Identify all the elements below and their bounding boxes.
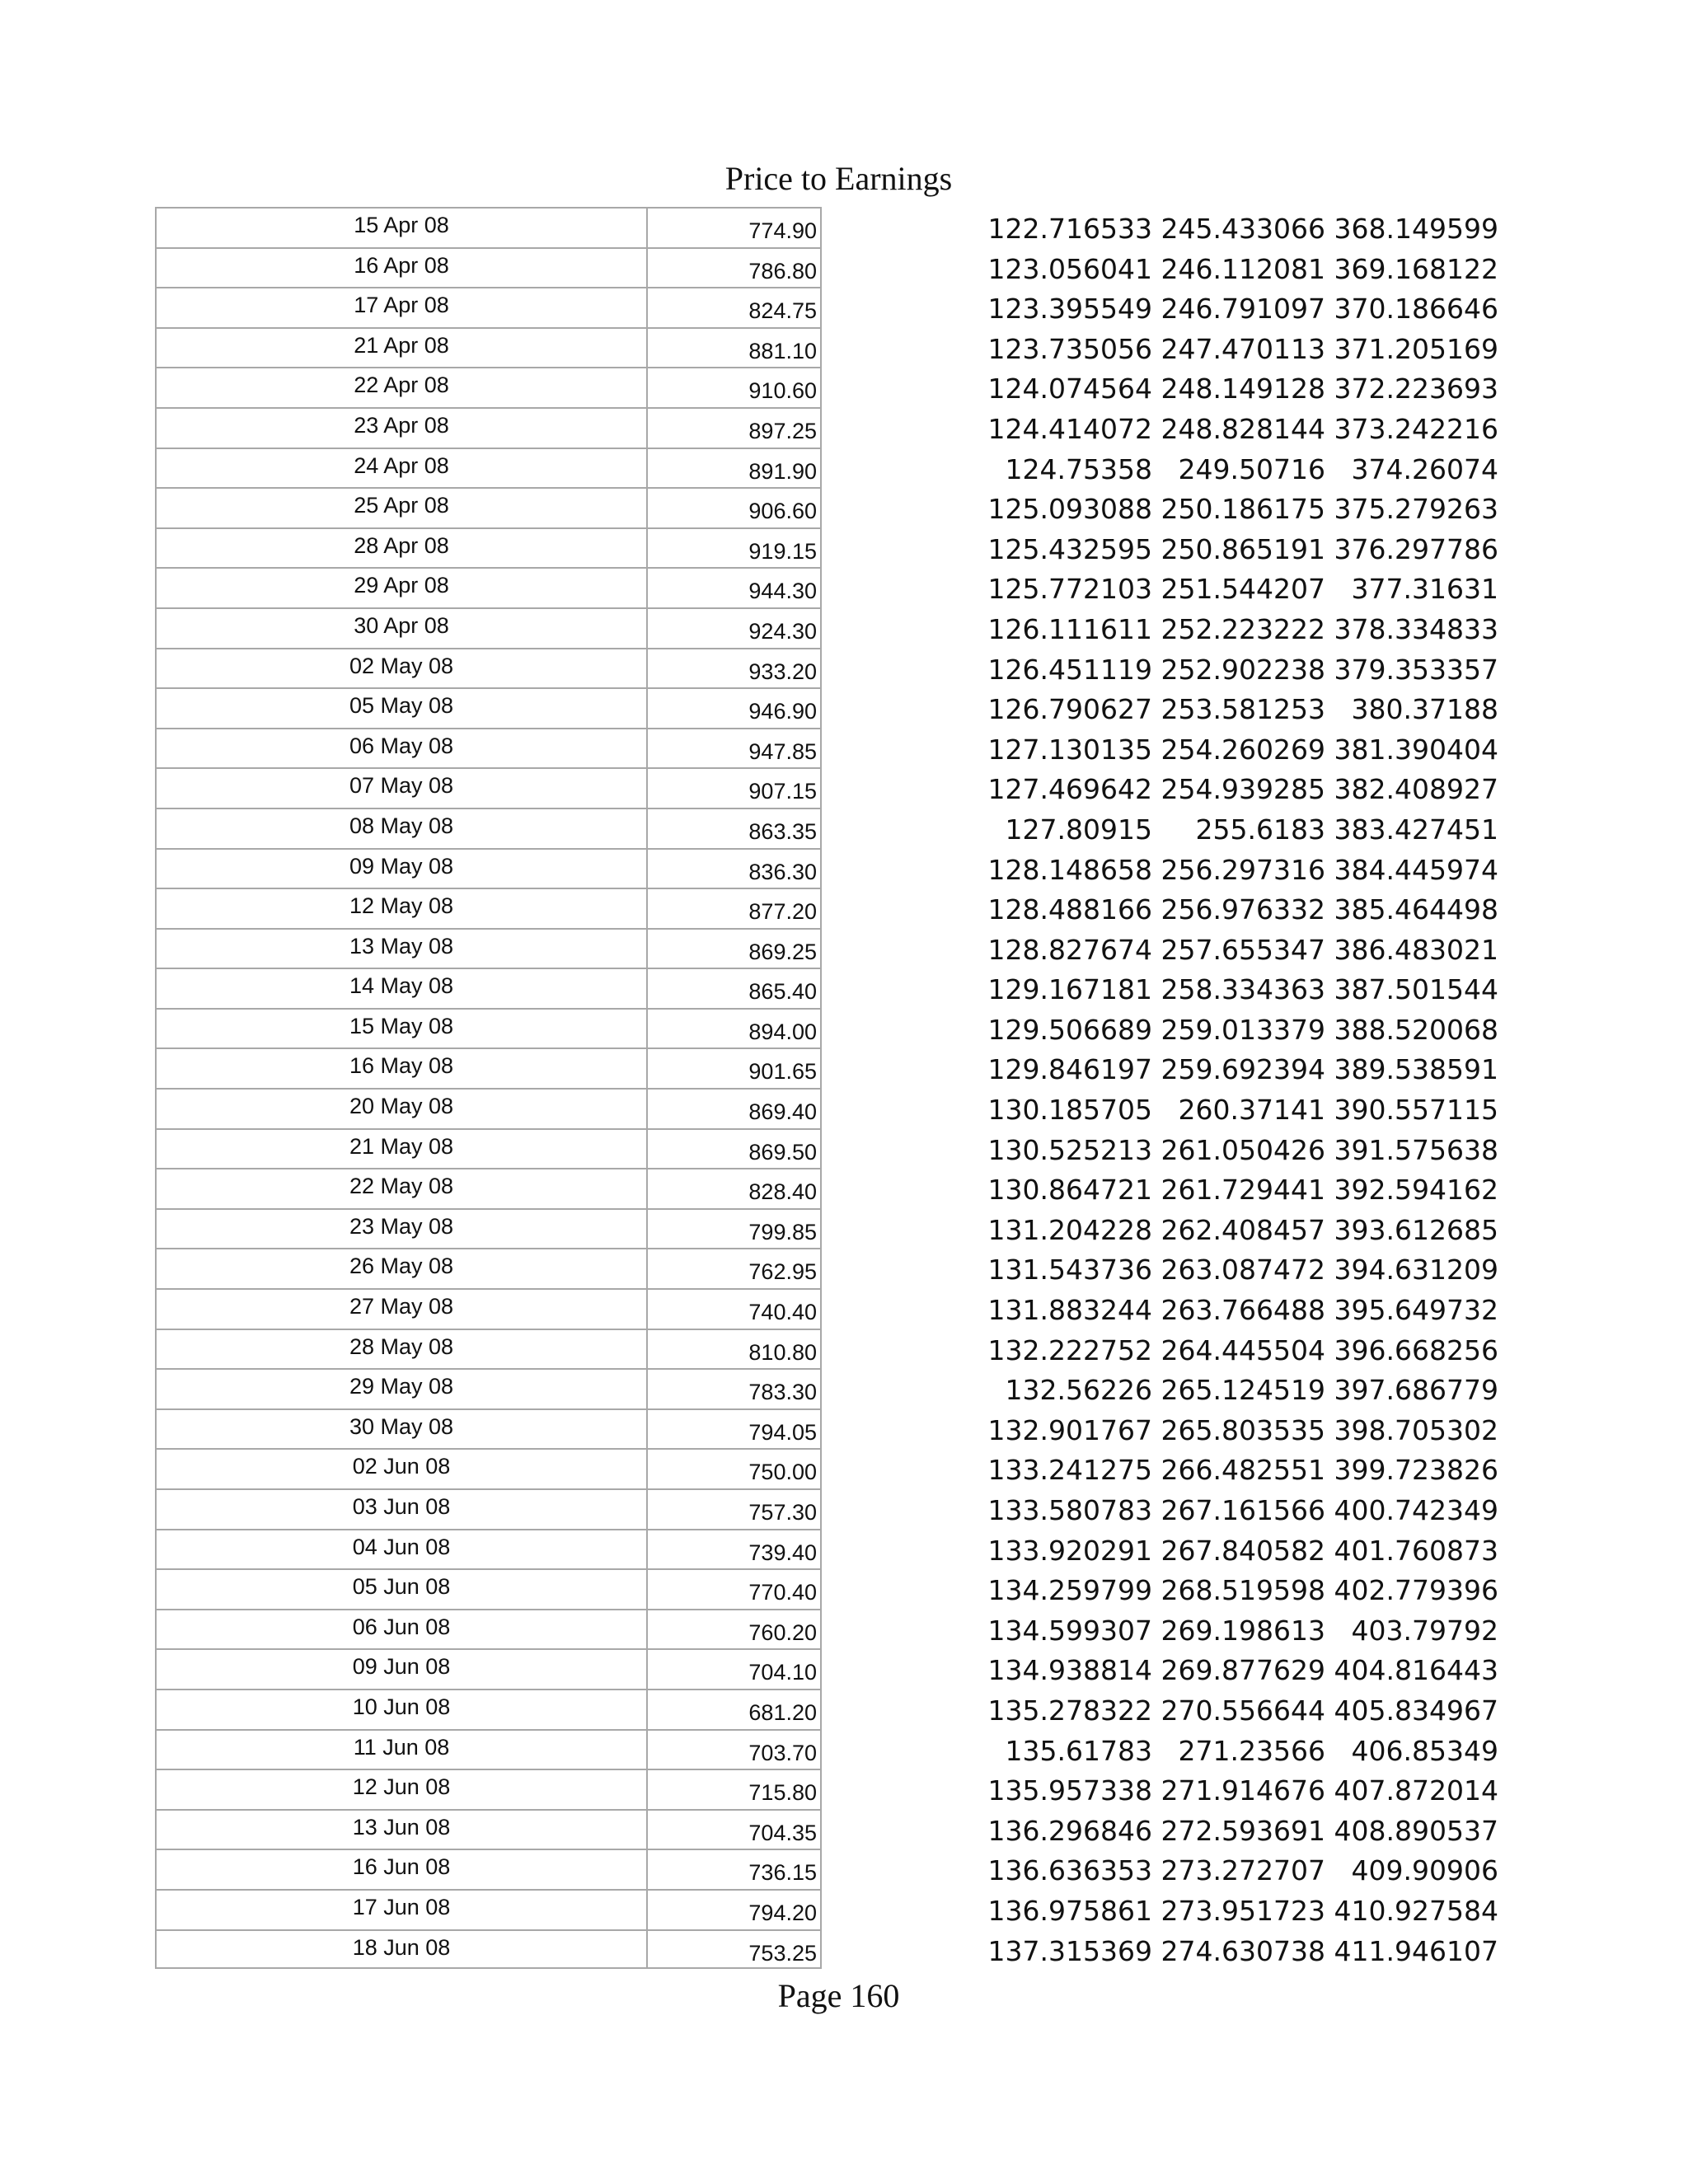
value-cell-2: 269.877629 (1160, 1654, 1325, 1687)
value-cell-3: 391.575638 (1334, 1133, 1498, 1166)
value-cell-3: 390.557115 (1334, 1094, 1498, 1127)
date-cell: 02 Jun 08 (155, 1448, 646, 1488)
value-cell-3: 375.279263 (1334, 493, 1498, 526)
value-cell-1: 125.093088 (987, 493, 1152, 526)
value-cell-3: 402.779396 (1334, 1574, 1498, 1607)
price-cell: 947.85 (646, 728, 822, 768)
date-cell: 05 May 08 (155, 687, 646, 728)
value-cell-2: 259.692394 (1160, 1053, 1325, 1086)
value-cell-3: 406.85349 (1351, 1734, 1498, 1767)
value-cell-3: 388.520068 (1334, 1013, 1498, 1046)
value-cell-2: 255.6183 (1195, 813, 1325, 846)
value-cell-1: 130.864721 (987, 1174, 1152, 1207)
date-cell: 30 Apr 08 (155, 607, 646, 648)
value-cell-2: 274.630738 (1160, 1934, 1325, 1967)
value-cell-3: 370.186646 (1334, 293, 1498, 326)
date-cell: 20 May 08 (155, 1088, 646, 1128)
date-cell: 21 Apr 08 (155, 327, 646, 368)
value-cell-3: 395.649732 (1334, 1294, 1498, 1327)
price-cell: 762.95 (646, 1248, 822, 1288)
value-cell-2: 271.914676 (1160, 1774, 1325, 1807)
value-cell-1: 133.920291 (987, 1534, 1152, 1567)
value-cell-2: 265.803535 (1160, 1413, 1325, 1446)
value-cell-1: 129.167181 (987, 973, 1152, 1006)
date-cell: 17 Jun 08 (155, 1889, 646, 1929)
value-cell-3: 411.946107 (1334, 1934, 1498, 1967)
date-cell: 16 Jun 08 (155, 1849, 646, 1889)
value-cell-1: 132.901767 (987, 1413, 1152, 1446)
value-cell-2: 254.939285 (1160, 773, 1325, 806)
value-cell-2: 273.951723 (1160, 1894, 1325, 1927)
price-cell: 865.40 (646, 968, 822, 1008)
price-cell: 897.25 (646, 407, 822, 448)
price-cell: 901.65 (646, 1047, 822, 1088)
price-cell: 770.40 (646, 1568, 822, 1609)
value-cell-3: 398.705302 (1334, 1413, 1498, 1446)
value-cell-1: 130.525213 (987, 1133, 1152, 1166)
price-cell: 869.40 (646, 1088, 822, 1128)
value-cell-3: 368.149599 (1334, 213, 1498, 245)
value-cell-3: 405.834967 (1334, 1694, 1498, 1727)
value-cell-1: 125.772103 (987, 573, 1152, 606)
value-cell-1: 127.469642 (987, 773, 1152, 806)
value-cell-3: 371.205169 (1334, 332, 1498, 365)
value-cell-3: 379.353357 (1334, 653, 1498, 686)
value-cell-1: 134.599307 (987, 1614, 1152, 1647)
price-cell: 910.60 (646, 367, 822, 407)
value-cell-1: 132.222752 (987, 1333, 1152, 1366)
date-cell: 02 May 08 (155, 648, 646, 688)
value-cell-2: 261.729441 (1160, 1174, 1325, 1207)
price-cell: 740.40 (646, 1288, 822, 1329)
value-cell-3: 382.408927 (1334, 773, 1498, 806)
date-cell: 27 May 08 (155, 1288, 646, 1329)
value-cell-3: 401.760873 (1334, 1534, 1498, 1567)
value-cell-3: 387.501544 (1334, 973, 1498, 1006)
date-cell: 10 Jun 08 (155, 1689, 646, 1729)
date-cell: 24 Apr 08 (155, 448, 646, 488)
value-cell-1: 130.185705 (987, 1094, 1152, 1127)
date-cell: 06 May 08 (155, 728, 646, 768)
value-cell-1: 133.241275 (987, 1454, 1152, 1487)
date-cell: 22 May 08 (155, 1168, 646, 1208)
value-cell-2: 252.223222 (1160, 612, 1325, 645)
value-cell-1: 128.827674 (987, 933, 1152, 966)
date-cell: 16 Apr 08 (155, 247, 646, 288)
value-cell-3: 369.168122 (1334, 252, 1498, 285)
value-cell-3: 396.668256 (1334, 1333, 1498, 1366)
date-cell: 17 Apr 08 (155, 287, 646, 327)
value-cell-3: 377.31631 (1351, 573, 1498, 606)
price-cell: 944.30 (646, 567, 822, 607)
price-cell: 715.80 (646, 1769, 822, 1809)
price-cell: 824.75 (646, 287, 822, 327)
date-cell: 09 May 08 (155, 848, 646, 888)
page-title: Price to Earnings (724, 160, 953, 197)
price-cell: 704.10 (646, 1648, 822, 1689)
value-cell-3: 383.427451 (1334, 813, 1498, 846)
value-cell-3: 376.297786 (1334, 532, 1498, 565)
value-cell-2: 256.297316 (1160, 853, 1325, 886)
price-cell: 894.00 (646, 1008, 822, 1048)
date-cell: 04 Jun 08 (155, 1529, 646, 1569)
date-cell: 09 Jun 08 (155, 1648, 646, 1689)
price-cell: 703.70 (646, 1729, 822, 1769)
price-cell: 799.85 (646, 1208, 822, 1249)
value-cell-1: 133.580783 (987, 1494, 1152, 1526)
price-cell: 891.90 (646, 448, 822, 488)
date-cell: 14 May 08 (155, 968, 646, 1008)
value-cell-1: 131.883244 (987, 1294, 1152, 1327)
price-cell: 753.25 (646, 1929, 822, 1970)
value-cell-3: 393.612685 (1334, 1213, 1498, 1246)
value-cell-2: 270.556644 (1160, 1694, 1325, 1727)
price-cell: 704.35 (646, 1809, 822, 1849)
price-cell: 869.50 (646, 1128, 822, 1169)
price-cell: 750.00 (646, 1448, 822, 1488)
price-cell: 877.20 (646, 888, 822, 928)
value-cell-3: 408.890537 (1334, 1814, 1498, 1847)
price-cell: 907.15 (646, 767, 822, 808)
value-cell-1: 135.278322 (987, 1694, 1152, 1727)
price-cell: 774.90 (646, 207, 822, 247)
value-cell-1: 136.636353 (987, 1854, 1152, 1887)
value-cell-3: 407.872014 (1334, 1774, 1498, 1807)
value-cell-2: 248.828144 (1160, 412, 1325, 445)
date-cell: 15 Apr 08 (155, 207, 646, 247)
value-cell-1: 134.259799 (987, 1574, 1152, 1607)
value-cell-1: 124.75358 (1005, 452, 1152, 485)
price-cell: 794.05 (646, 1408, 822, 1449)
value-cell-1: 127.130135 (987, 733, 1152, 766)
value-cell-1: 136.975861 (987, 1894, 1152, 1927)
value-cell-2: 247.470113 (1160, 332, 1325, 365)
value-cell-2: 245.433066 (1160, 213, 1325, 245)
date-cell: 11 Jun 08 (155, 1729, 646, 1769)
price-cell: 760.20 (646, 1609, 822, 1649)
price-cell: 946.90 (646, 687, 822, 728)
value-cell-3: 385.464498 (1334, 893, 1498, 926)
value-cell-1: 128.148658 (987, 853, 1152, 886)
value-cell-1: 126.790627 (987, 693, 1152, 726)
date-cell: 08 May 08 (155, 808, 646, 848)
value-cell-2: 250.865191 (1160, 532, 1325, 565)
value-cell-1: 124.414072 (987, 412, 1152, 445)
value-cell-1: 123.395549 (987, 293, 1152, 326)
date-cell: 21 May 08 (155, 1128, 646, 1169)
value-cell-3: 373.242216 (1334, 412, 1498, 445)
value-cell-2: 267.161566 (1160, 1494, 1325, 1526)
value-cell-3: 386.483021 (1334, 933, 1498, 966)
price-cell: 681.20 (646, 1689, 822, 1729)
value-cell-3: 399.723826 (1334, 1454, 1498, 1487)
value-cell-1: 126.111611 (987, 612, 1152, 645)
value-cell-2: 252.902238 (1160, 653, 1325, 686)
date-cell: 15 May 08 (155, 1008, 646, 1048)
value-cell-2: 254.260269 (1160, 733, 1325, 766)
value-cell-3: 374.26074 (1351, 452, 1498, 485)
value-cell-2: 267.840582 (1160, 1534, 1325, 1567)
value-cell-2: 256.976332 (1160, 893, 1325, 926)
date-cell: 26 May 08 (155, 1248, 646, 1288)
value-cell-2: 258.334363 (1160, 973, 1325, 1006)
value-cell-2: 260.37141 (1178, 1094, 1325, 1127)
value-cell-2: 269.198613 (1160, 1614, 1325, 1647)
date-cell: 29 Apr 08 (155, 567, 646, 607)
value-cell-1: 127.80915 (1005, 813, 1152, 846)
value-cell-2: 249.50716 (1178, 452, 1325, 485)
value-cell-3: 378.334833 (1334, 612, 1498, 645)
value-cell-1: 124.074564 (987, 373, 1152, 405)
value-cell-2: 246.112081 (1160, 252, 1325, 285)
page-number: Page 160 (777, 1977, 900, 2014)
value-cell-3: 409.90906 (1351, 1854, 1498, 1887)
price-cell: 924.30 (646, 607, 822, 648)
value-cell-2: 257.655347 (1160, 933, 1325, 966)
date-cell: 30 May 08 (155, 1408, 646, 1449)
date-cell: 06 Jun 08 (155, 1609, 646, 1649)
value-cell-2: 251.544207 (1160, 573, 1325, 606)
date-cell: 22 Apr 08 (155, 367, 646, 407)
value-cell-2: 263.087472 (1160, 1254, 1325, 1286)
price-cell: 828.40 (646, 1168, 822, 1208)
value-cell-2: 273.272707 (1160, 1854, 1325, 1887)
date-cell: 05 Jun 08 (155, 1568, 646, 1609)
value-cell-1: 137.315369 (987, 1934, 1152, 1967)
date-cell: 28 Apr 08 (155, 527, 646, 568)
value-cell-3: 380.37188 (1351, 693, 1498, 726)
value-cell-3: 381.390404 (1334, 733, 1498, 766)
value-cell-3: 400.742349 (1334, 1494, 1498, 1526)
value-cell-1: 125.432595 (987, 532, 1152, 565)
value-cell-1: 136.296846 (987, 1814, 1152, 1847)
price-cell: 869.25 (646, 928, 822, 968)
date-cell: 23 May 08 (155, 1208, 646, 1249)
value-cell-1: 123.056041 (987, 252, 1152, 285)
value-cell-2: 266.482551 (1160, 1454, 1325, 1487)
value-cell-2: 263.766488 (1160, 1294, 1325, 1327)
value-cell-1: 126.451119 (987, 653, 1152, 686)
value-cell-2: 250.186175 (1160, 493, 1325, 526)
value-cell-3: 410.927584 (1334, 1894, 1498, 1927)
date-cell: 18 Jun 08 (155, 1929, 646, 1970)
date-cell: 16 May 08 (155, 1047, 646, 1088)
value-cell-2: 262.408457 (1160, 1213, 1325, 1246)
value-cell-1: 135.957338 (987, 1774, 1152, 1807)
price-cell: 786.80 (646, 247, 822, 288)
date-cell: 12 Jun 08 (155, 1769, 646, 1809)
price-cell: 933.20 (646, 648, 822, 688)
price-cell: 919.15 (646, 527, 822, 568)
date-cell: 12 May 08 (155, 888, 646, 928)
value-cell-3: 397.686779 (1334, 1374, 1498, 1407)
price-cell: 881.10 (646, 327, 822, 368)
value-cell-2: 272.593691 (1160, 1814, 1325, 1847)
price-cell: 783.30 (646, 1368, 822, 1408)
value-cell-2: 261.050426 (1160, 1133, 1325, 1166)
price-cell: 810.80 (646, 1329, 822, 1369)
value-cell-1: 129.846197 (987, 1053, 1152, 1086)
value-cell-3: 392.594162 (1334, 1174, 1498, 1207)
value-cell-2: 246.791097 (1160, 293, 1325, 326)
date-cell: 25 Apr 08 (155, 487, 646, 527)
value-cell-1: 132.56226 (1005, 1374, 1152, 1407)
date-cell: 29 May 08 (155, 1368, 646, 1408)
value-cell-1: 122.716533 (987, 213, 1152, 245)
date-cell: 23 Apr 08 (155, 407, 646, 448)
value-cell-3: 389.538591 (1334, 1053, 1498, 1086)
date-cell: 13 Jun 08 (155, 1809, 646, 1849)
value-cell-2: 253.581253 (1160, 693, 1325, 726)
value-cell-3: 384.445974 (1334, 853, 1498, 886)
date-cell: 13 May 08 (155, 928, 646, 968)
price-cell: 906.60 (646, 487, 822, 527)
price-cell: 736.15 (646, 1849, 822, 1889)
date-cell: 28 May 08 (155, 1329, 646, 1369)
value-cell-1: 128.488166 (987, 893, 1152, 926)
value-cell-2: 268.519598 (1160, 1574, 1325, 1607)
value-cell-2: 271.23566 (1178, 1734, 1325, 1767)
value-cell-2: 264.445504 (1160, 1333, 1325, 1366)
value-cell-3: 394.631209 (1334, 1254, 1498, 1286)
date-cell: 07 May 08 (155, 767, 646, 808)
value-cell-1: 131.204228 (987, 1213, 1152, 1246)
price-cell: 836.30 (646, 848, 822, 888)
value-cell-1: 131.543736 (987, 1254, 1152, 1286)
value-cell-3: 403.79792 (1351, 1614, 1498, 1647)
value-cell-2: 259.013379 (1160, 1013, 1325, 1046)
price-cell: 863.35 (646, 808, 822, 848)
price-cell: 794.20 (646, 1889, 822, 1929)
value-cell-1: 123.735056 (987, 332, 1152, 365)
value-cell-3: 372.223693 (1334, 373, 1498, 405)
value-cell-1: 134.938814 (987, 1654, 1152, 1687)
value-cell-2: 248.149128 (1160, 373, 1325, 405)
value-cell-1: 129.506689 (987, 1013, 1152, 1046)
price-cell: 739.40 (646, 1529, 822, 1569)
value-cell-1: 135.61783 (1005, 1734, 1152, 1767)
value-cell-2: 265.124519 (1160, 1374, 1325, 1407)
date-cell: 03 Jun 08 (155, 1488, 646, 1529)
value-cell-3: 404.816443 (1334, 1654, 1498, 1687)
price-cell: 757.30 (646, 1488, 822, 1529)
